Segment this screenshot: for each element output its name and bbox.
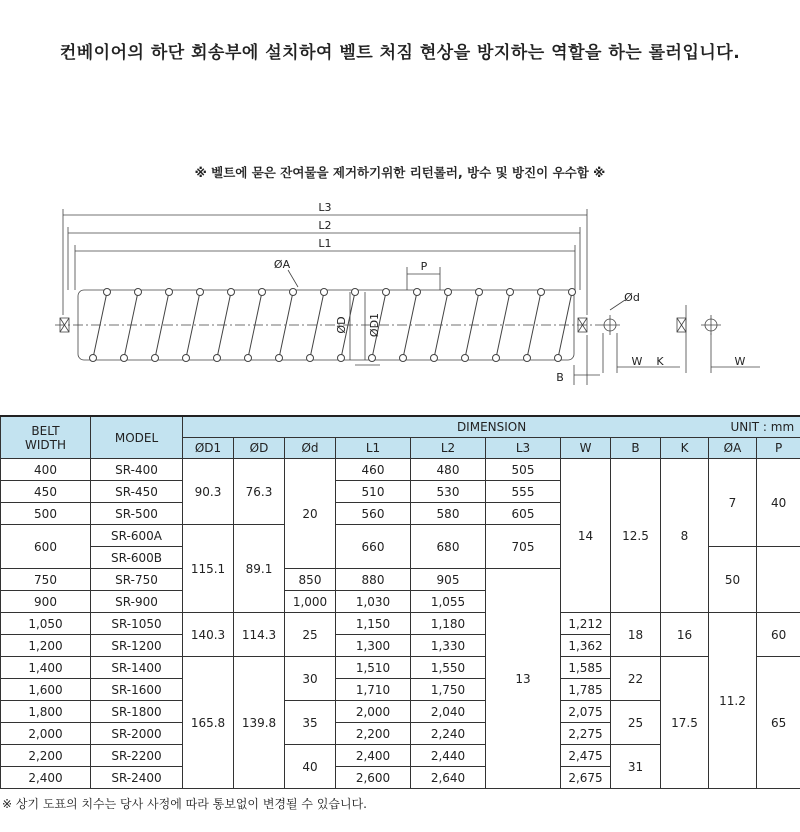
spiral-node bbox=[462, 355, 469, 362]
table-row: 2,000 SR-2000 2,200 2,240 2,275 bbox=[1, 723, 800, 745]
spiral-node bbox=[383, 289, 390, 296]
table-row: SR-600B 50 bbox=[1, 547, 800, 569]
spiral-node bbox=[245, 355, 252, 362]
spiral-node bbox=[259, 289, 266, 296]
spiral-node bbox=[445, 289, 452, 296]
spiral-node bbox=[183, 355, 190, 362]
roller-drawing bbox=[0, 195, 800, 395]
spiral-node bbox=[228, 289, 235, 296]
label-phi-a: ØA bbox=[273, 258, 291, 271]
spiral-node bbox=[321, 289, 328, 296]
feature-note: ※ 벨트에 묻은 잔여물을 제거하기위한 리턴롤러, 방수 및 방진이 우수함 ※ bbox=[194, 165, 606, 180]
label-b: B bbox=[556, 371, 564, 384]
spiral-node bbox=[431, 355, 438, 362]
label-p: P bbox=[420, 260, 428, 273]
label-w-left: W bbox=[631, 355, 643, 368]
spiral-node bbox=[524, 355, 531, 362]
spiral-node bbox=[414, 289, 421, 296]
col-a: ØA bbox=[709, 438, 757, 459]
table-row: 1,200 SR-1200 1,300 1,330 1,362 bbox=[1, 635, 800, 657]
spiral-node bbox=[135, 289, 142, 296]
col-d: ØD bbox=[234, 438, 285, 459]
spiral-node bbox=[307, 355, 314, 362]
table-row: 900 SR-900 1,000 1,030 1,055 bbox=[1, 591, 800, 613]
spiral-node bbox=[214, 355, 221, 362]
col-l1: L1 bbox=[336, 438, 411, 459]
footnote: ※ 상기 도표의 치수는 당사 사정에 따라 통보없이 변경될 수 있습니다. bbox=[2, 797, 367, 811]
header-model: MODEL bbox=[91, 416, 183, 459]
spiral-node bbox=[352, 289, 359, 296]
spiral-node bbox=[507, 289, 514, 296]
col-b: B bbox=[611, 438, 661, 459]
spiral-node bbox=[369, 355, 376, 362]
spiral-node bbox=[555, 355, 562, 362]
spiral-node bbox=[290, 289, 297, 296]
spiral-node bbox=[90, 355, 97, 362]
table-row: 1,600 SR-1600 1,710 1,750 1,785 bbox=[1, 679, 800, 701]
col-k: K bbox=[661, 438, 709, 459]
spiral-node bbox=[166, 289, 173, 296]
spiral-node bbox=[476, 289, 483, 296]
spec-table bbox=[0, 415, 800, 789]
col-w: W bbox=[561, 438, 611, 459]
label-phi-d: ØD bbox=[335, 316, 348, 334]
spiral-node bbox=[338, 355, 345, 362]
col-d1: ØD1 bbox=[183, 438, 234, 459]
spiral-node bbox=[104, 289, 111, 296]
unit-label: UNIT : mm bbox=[730, 420, 795, 434]
spiral-node bbox=[121, 355, 128, 362]
table-row: 500 SR-500 560 580 605 bbox=[1, 503, 800, 525]
spiral-node bbox=[276, 355, 283, 362]
col-shaft-d: Ød bbox=[285, 438, 336, 459]
table-row: 750 SR-750 850 880 905 13 bbox=[1, 569, 800, 591]
label-phi-d-small: Ød bbox=[624, 291, 640, 304]
col-l3: L3 bbox=[486, 438, 561, 459]
label-k: K bbox=[656, 355, 664, 368]
col-p: P bbox=[757, 438, 800, 459]
spiral-node bbox=[493, 355, 500, 362]
table-row: 400 SR-400 90.3 76.3 20 460 480 505 14 12.5 8 7 40 bbox=[1, 459, 800, 481]
label-w-right: W bbox=[734, 355, 746, 368]
table-row: 1,050 SR-1050 140.3 114.3 25 1,150 1,180 1,212 18 16 11.2 60 bbox=[1, 613, 800, 635]
table-row: 2,400 SR-2400 2,600 2,640 2,675 bbox=[1, 767, 800, 789]
label-l3: L3 bbox=[318, 201, 332, 214]
label-l2: L2 bbox=[318, 219, 332, 232]
col-l2: L2 bbox=[411, 438, 486, 459]
spiral-node bbox=[197, 289, 204, 296]
spiral-node bbox=[152, 355, 159, 362]
table-row: 450 SR-450 510 530 555 bbox=[1, 481, 800, 503]
table-row: 1,400 SR-1400 165.8 139.8 30 1,510 1,550 1,585 22 17.5 65 bbox=[1, 657, 800, 679]
header-belt-width: BELT WIDTH bbox=[1, 416, 91, 459]
spiral-node bbox=[569, 289, 576, 296]
label-phi-d1: ØD1 bbox=[368, 312, 381, 338]
headline: 컨베이어의 하단 회송부에 설치하여 벨트 처짐 현상을 방지하는 역할을 하는 롤러입니다. bbox=[59, 43, 741, 63]
header-dimension: DIMENSION UNIT : mm bbox=[183, 416, 800, 438]
label-l1: L1 bbox=[318, 237, 332, 250]
spiral-node bbox=[538, 289, 545, 296]
spiral-node bbox=[400, 355, 407, 362]
table-row: 2,200 SR-2200 40 2,400 2,440 2,475 31 bbox=[1, 745, 800, 767]
table-row: 600 SR-600A 115.1 89.1 660 680 705 bbox=[1, 525, 800, 547]
table-row: 1,800 SR-1800 35 2,000 2,040 2,075 25 bbox=[1, 701, 800, 723]
